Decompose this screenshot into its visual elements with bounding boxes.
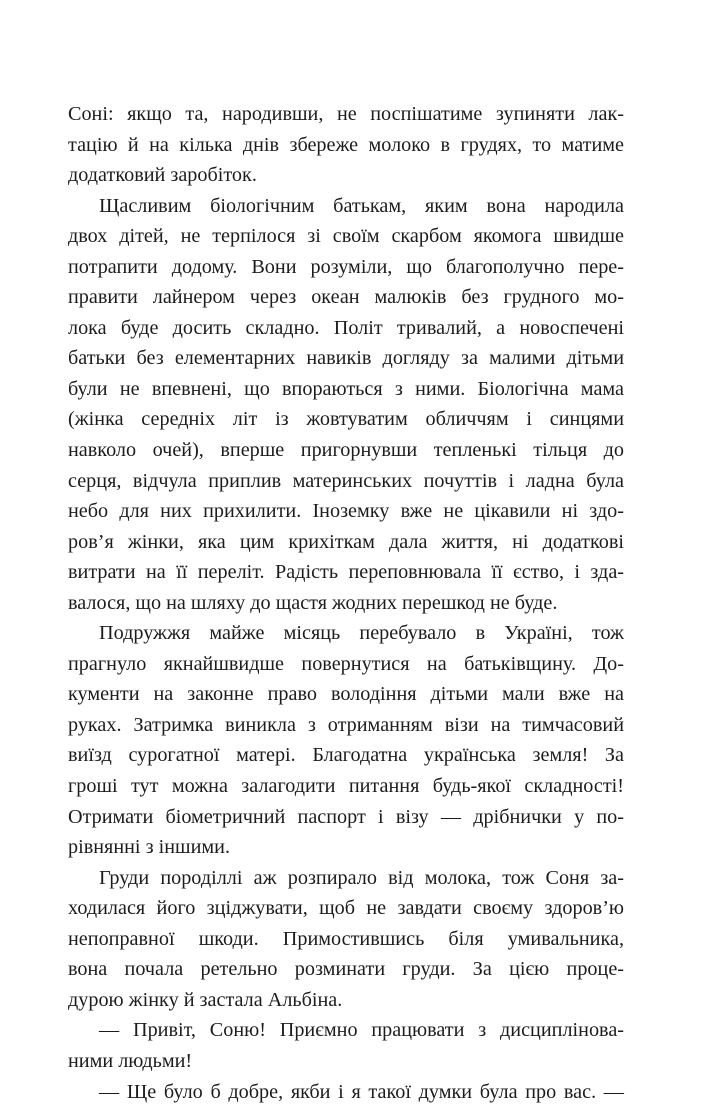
text-line: витрати на її переліт. Радість переповнювала її єство, і зда- [68,557,624,588]
text-line: кументи на законне право володіння дітьми мали вже на [68,679,624,710]
text-line: виїзд сурогатної матері. Благодатна українська земля! За [68,740,624,771]
text-line: ров’я жінки, яка цим крихіткам дала життя, ні додаткові [68,527,624,558]
text-line: валося, що на шляху до щастя жодних перешкод не буде. [68,588,624,619]
text-line: — Ще було б добре, якби і я такої думки була про вас. — [68,1077,624,1107]
text-line: були не впевнені, що впораються з ними. Біологічна мама [68,374,624,405]
text-line: додатковий заробіток. [68,160,624,191]
text-line: тацію й на кілька днів збереже молоко в грудях, то матиме [68,130,624,161]
text-line: двох дітей, не терпілося зі своїм скарбом якомога швидше [68,221,624,252]
text-line: непоправної шкоди. Примостившись біля умивальника, [68,924,624,955]
text-line: Подружжя майже місяць перебувало в Україні, тож [68,618,624,649]
text-line: лока буде досить складно. Політ тривалий, а новоспечені [68,313,624,344]
text-line: прагнуло якнайшвидше повернутися на батьківщину. До- [68,649,624,680]
text-line: батьки без елементарних навиків догляду за малими дітьми [68,343,624,374]
text-line: рівнянні з іншими. [68,832,624,863]
body-text [68,99,624,1107]
text-line: Щасливим біологічним батькам, яким вона народила [68,191,624,222]
text-line: Отримати біометричний паспорт і візу — дрібнички у по- [68,802,624,833]
text-line: серця, відчула приплив материнських почуттів і ладна була [68,466,624,497]
text-line: ними людьми! [68,1046,624,1077]
text-line: руках. Затримка виникла з отриманням візи на тимчасовий [68,710,624,741]
text-line: дурою жінку й застала Альбіна. [68,985,624,1016]
text-line: Груди породіллі аж розпирало від молока, тож Соня за- [68,863,624,894]
text-line: небо для них прихилити. Іноземку вже не цікавили ні здо- [68,496,624,527]
text-line: вона почала ретельно розминати груди. За цією проце- [68,954,624,985]
text-line: потрапити додому. Вони розуміли, що благополучно пере- [68,252,624,283]
text-line: правити лайнером через океан малюків без грудного мо- [68,282,624,313]
text-line: (жінка середніх літ із жовтуватим обличчям і синцями [68,404,624,435]
text-line: Соні: якщо та, народивши, не поспішатиме зупиняти лак- [68,99,624,130]
text-line: навколо очей), вперше пригорнувши тепленькі тільця до [68,435,624,466]
text-line: ходилася його зціджувати, щоб не завдати своєму здоров’ю [68,893,624,924]
text-line: гроші тут можна залагодити питання будь-якої складності! [68,771,624,802]
text-line: — Привіт, Соню! Приємно працювати з дисциплінова- [68,1015,624,1046]
